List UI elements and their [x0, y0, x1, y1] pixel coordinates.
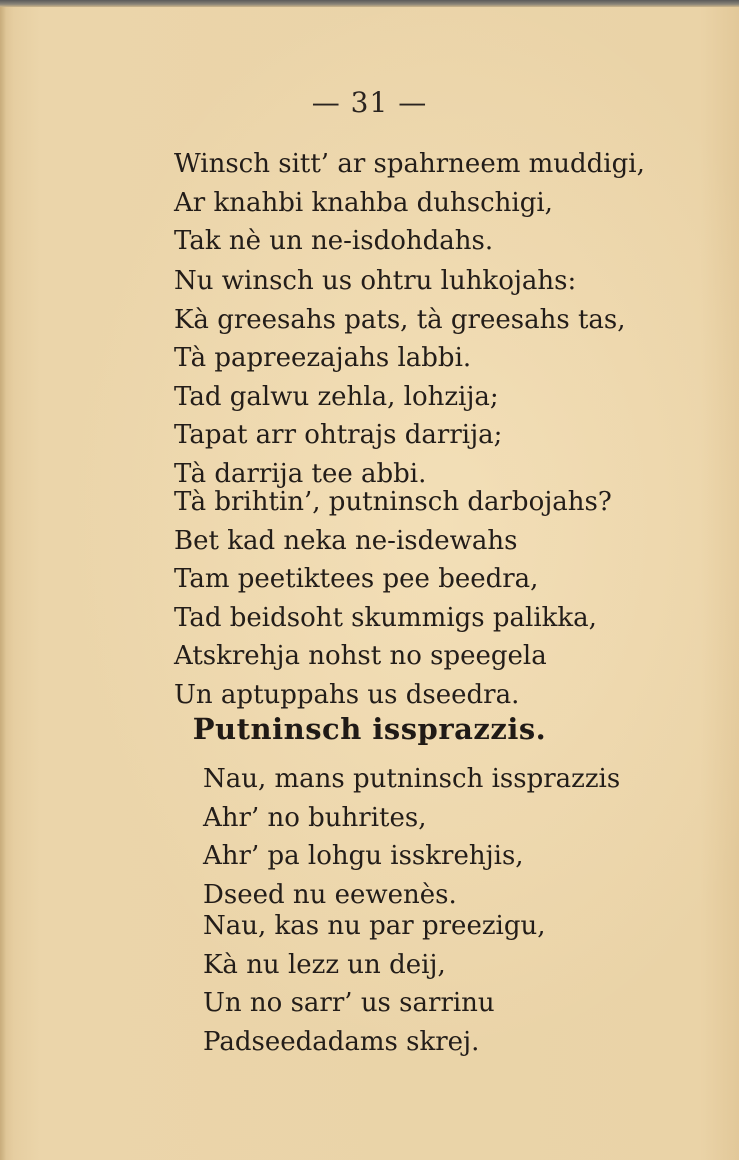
page-number: — 31 —: [311, 86, 428, 119]
verse-line: Padseedadams skrej.: [203, 1026, 480, 1057]
verse-line: Tà darrija tee abbi.: [174, 458, 427, 489]
verse-line: Ar knahbi knahba duhschigi,: [174, 187, 553, 218]
verse-line: Tà papreezajahs labbi.: [174, 343, 472, 373]
verse-line: Un no sarr’ us sarrinu: [203, 988, 495, 1018]
verse-line: Tak nè un ne-isdohdahs.: [174, 226, 494, 256]
verse-line: Nau, kas nu par preezigu,: [203, 911, 546, 941]
stanza-4: [203, 760, 620, 914]
verse-line: Tad beidsoht skummigs palikka,: [174, 602, 597, 633]
verse-line: Tad galwu zehla, lohzija;: [174, 381, 499, 412]
stanza-5: [203, 907, 546, 1061]
verse-line: Winsch sitt’ ar spahrneem muddigi,: [174, 149, 645, 179]
verse-line: Un aptuppahs us dseedra.: [174, 679, 520, 710]
stanza-3: [174, 483, 612, 714]
verse-line: Nu winsch us ohtru luhkojahs:: [174, 266, 577, 296]
page-gutter-shadow: [0, 7, 6, 1160]
verse-line: Tapat arr ohtrajs darrija;: [174, 420, 503, 450]
verse-line: Tà brihtin’, putninsch darbojahs?: [174, 487, 612, 517]
verse-line: Atskrehja nohst no speegela: [174, 641, 547, 671]
stanza-1: [174, 145, 645, 261]
verse-line: Kà nu lezz un deij,: [203, 949, 446, 980]
verse-line: Dseed nu eewenès.: [203, 879, 457, 910]
verse-line: Ahr’ pa lohgu isskrehjis,: [203, 841, 524, 871]
verse-line: Tam peetiktees pee beedra,: [174, 564, 539, 594]
verse-line: Ahr’ no buhrites,: [203, 802, 427, 833]
verse-line: Kà greesahs pats, tà greesahs tas,: [174, 304, 626, 335]
stanza-2: [174, 262, 626, 493]
page-top-edge: [0, 0, 739, 7]
verse-line: Bet kad neka ne-isdewahs: [174, 525, 518, 556]
poem-title: Putninsch issprazzis.: [192, 712, 547, 746]
verse-line: Nau, mans putninsch issprazzis: [203, 764, 621, 794]
